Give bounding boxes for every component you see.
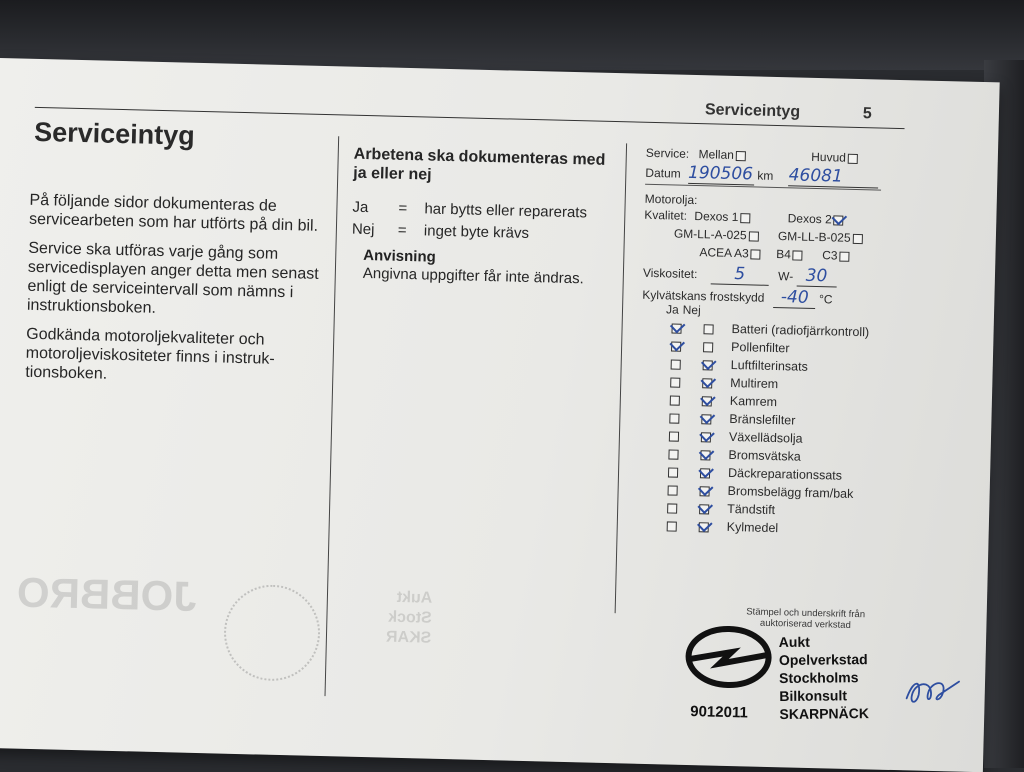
check-item xyxy=(668,392,778,409)
item-label: Tändstift xyxy=(727,501,776,518)
item-label: Kylmedel xyxy=(726,519,779,536)
item-label: Batteri (radiofjärrkontroll) xyxy=(731,321,870,340)
item-label: Luftfilterinsats xyxy=(730,357,808,374)
nej-checkbox[interactable] xyxy=(701,432,711,442)
legend-equals: = xyxy=(398,199,408,217)
km-label: km xyxy=(757,168,774,183)
item-label: Bränslefilter xyxy=(729,411,796,428)
dexos2-checkbox[interactable] xyxy=(834,215,844,225)
kvalitet-row-1 xyxy=(644,208,846,227)
intro-paragraph-2: Service ska utföras varje gång som servicedisplayen anger detta men senast enligt de serviceintervall som nämns i instruktionsboken. xyxy=(26,239,319,317)
note-text: Angivna uppgifter får inte ändras. xyxy=(362,264,584,288)
viskositet-value[interactable]: 5 xyxy=(710,263,768,285)
legend-nej xyxy=(352,221,529,242)
gm-ll-b-label: GM-LL-B-025 xyxy=(777,229,851,245)
legend-key: Nej xyxy=(351,220,375,239)
kvalitet-row-3 xyxy=(699,245,851,263)
bleed-through-logo: JOBBRO xyxy=(16,568,198,620)
ja-checkbox[interactable] xyxy=(667,503,677,513)
kvalitet-label: Kvalitet: xyxy=(644,207,688,223)
w-value[interactable]: 30 xyxy=(796,266,837,288)
item-label: Bromsbelägg fram/bak xyxy=(727,483,854,501)
service-label: Service: xyxy=(645,145,690,161)
item-label: Kamrem xyxy=(729,393,778,410)
section-title: Serviceintyg xyxy=(33,116,196,151)
intro-paragraph-1: På följande sidor dokumenteras de servicearbeten som har utförts på din bil. xyxy=(28,191,319,235)
check-item xyxy=(665,482,853,501)
booklet-page xyxy=(0,58,1000,772)
stamp-text xyxy=(779,632,884,723)
ja-checkbox[interactable] xyxy=(671,341,681,351)
dexos2-label: Dexos 2 xyxy=(787,211,832,227)
legend-text: har bytts eller reparerats xyxy=(424,200,588,222)
check-item xyxy=(668,374,778,391)
check-item xyxy=(665,518,779,535)
ja-checkbox[interactable] xyxy=(671,323,681,333)
ja-checkbox[interactable] xyxy=(668,449,678,459)
ja-checkbox[interactable] xyxy=(668,467,678,477)
viskositet-label: Viskositet: xyxy=(642,265,698,282)
km-value[interactable]: 46081 xyxy=(788,165,878,188)
nej-checkbox[interactable] xyxy=(700,486,710,496)
check-item xyxy=(667,428,803,445)
mellan-checkbox[interactable] xyxy=(736,151,746,161)
ja-checkbox[interactable] xyxy=(669,431,679,441)
w-label: W- xyxy=(777,269,794,284)
stamp-code: 9012011 xyxy=(690,703,749,722)
nej-checkbox[interactable] xyxy=(703,342,713,352)
item-label: Pollenfilter xyxy=(730,339,790,356)
datum-value[interactable]: 190506 xyxy=(687,162,754,185)
mellan-label: Mellan xyxy=(698,147,735,162)
legend-equals: = xyxy=(397,221,407,239)
documentation-heading: Arbetena ska dokumenteras med ja eller nej xyxy=(353,145,606,184)
item-label: Multirem xyxy=(730,375,779,392)
bleed-through-stamp: Aukt Stock SKAR xyxy=(385,588,433,647)
stamp-line-1: Aukt Opelverkstad xyxy=(778,633,868,669)
column-divider-2 xyxy=(615,143,627,613)
legend-ja xyxy=(352,199,587,222)
check-item xyxy=(669,338,790,355)
item-label: Däckreparationssats xyxy=(727,465,843,483)
gm-ll-a-label: GM-LL-A-025 xyxy=(673,226,747,243)
dexos1-checkbox[interactable] xyxy=(740,213,750,223)
nej-checkbox[interactable] xyxy=(703,324,713,334)
stamp-caption: Stämpel och underskrift från auktoriserad verkstad xyxy=(746,606,866,631)
nej-checkbox[interactable] xyxy=(702,378,712,388)
frostskydd-unit: °C xyxy=(818,292,833,307)
nej-checkbox[interactable] xyxy=(701,414,711,424)
huvud-checkbox[interactable] xyxy=(848,154,858,164)
ja-checkbox[interactable] xyxy=(671,359,681,369)
nej-header: Nej xyxy=(682,302,701,318)
signature-icon xyxy=(902,674,963,709)
opel-logo-icon xyxy=(683,623,775,691)
nej-checkbox[interactable] xyxy=(700,468,710,478)
b4-checkbox[interactable] xyxy=(793,250,803,260)
service-form xyxy=(642,145,896,723)
legend-key: Ja xyxy=(352,198,369,217)
check-item xyxy=(666,464,842,482)
note-title: Anvisning xyxy=(363,246,436,266)
frostskydd-label: Kylvätskans frostskydd xyxy=(642,287,765,305)
gm-ll-b-checkbox[interactable] xyxy=(852,234,862,244)
acea-label: ACEA A3 xyxy=(699,245,749,261)
nej-checkbox[interactable] xyxy=(699,504,709,514)
nej-checkbox[interactable] xyxy=(702,396,712,406)
running-title: Serviceintyg xyxy=(704,101,801,121)
datum-label: Datum xyxy=(645,165,681,181)
ja-checkbox[interactable] xyxy=(667,521,677,531)
kvalitet-row-2 xyxy=(674,227,865,246)
c3-label: C3 xyxy=(822,248,838,263)
nej-checkbox[interactable] xyxy=(699,522,709,532)
stamp-line-3: SKARPNÄCK xyxy=(779,705,870,723)
bleed-through-seal xyxy=(223,584,321,682)
c3-checkbox[interactable] xyxy=(839,251,849,261)
check-item xyxy=(665,500,775,517)
item-label: Bromsvätska xyxy=(728,447,801,464)
frostskydd-value[interactable]: -40 xyxy=(774,287,817,309)
gm-ll-a-checkbox[interactable] xyxy=(748,231,758,241)
item-label: Växellädsolja xyxy=(728,429,803,446)
check-item xyxy=(669,356,808,373)
check-item xyxy=(667,410,795,427)
nej-checkbox[interactable] xyxy=(703,360,713,370)
ja-checkbox[interactable] xyxy=(668,485,678,495)
ja-header: Ja xyxy=(665,302,679,317)
motorolja-label: Motorolja: xyxy=(644,191,698,208)
huvud-label: Huvud xyxy=(811,149,847,165)
check-item xyxy=(669,320,869,339)
ja-checkbox[interactable] xyxy=(670,377,680,387)
intro-text xyxy=(25,191,326,399)
column-divider-1 xyxy=(325,136,340,696)
ja-nej-header xyxy=(666,302,701,317)
dexos1-label: Dexos 1 xyxy=(694,209,739,225)
acea-checkbox[interactable] xyxy=(751,249,761,259)
nej-checkbox[interactable] xyxy=(700,450,710,460)
legend-text: inget byte krävs xyxy=(423,222,530,242)
ja-checkbox[interactable] xyxy=(670,395,680,405)
b4-label: B4 xyxy=(775,247,792,262)
check-item xyxy=(666,446,801,463)
ja-checkbox[interactable] xyxy=(669,413,679,423)
page-number: 5 xyxy=(862,105,873,123)
stamp-line-2: Stockholms Bilkonsult xyxy=(779,669,859,705)
background-top xyxy=(0,0,1024,70)
intro-paragraph-3: Godkända motoroljekvaliteter och motoroljeviskositeter finns i instruk- tionsboken. xyxy=(25,325,275,383)
